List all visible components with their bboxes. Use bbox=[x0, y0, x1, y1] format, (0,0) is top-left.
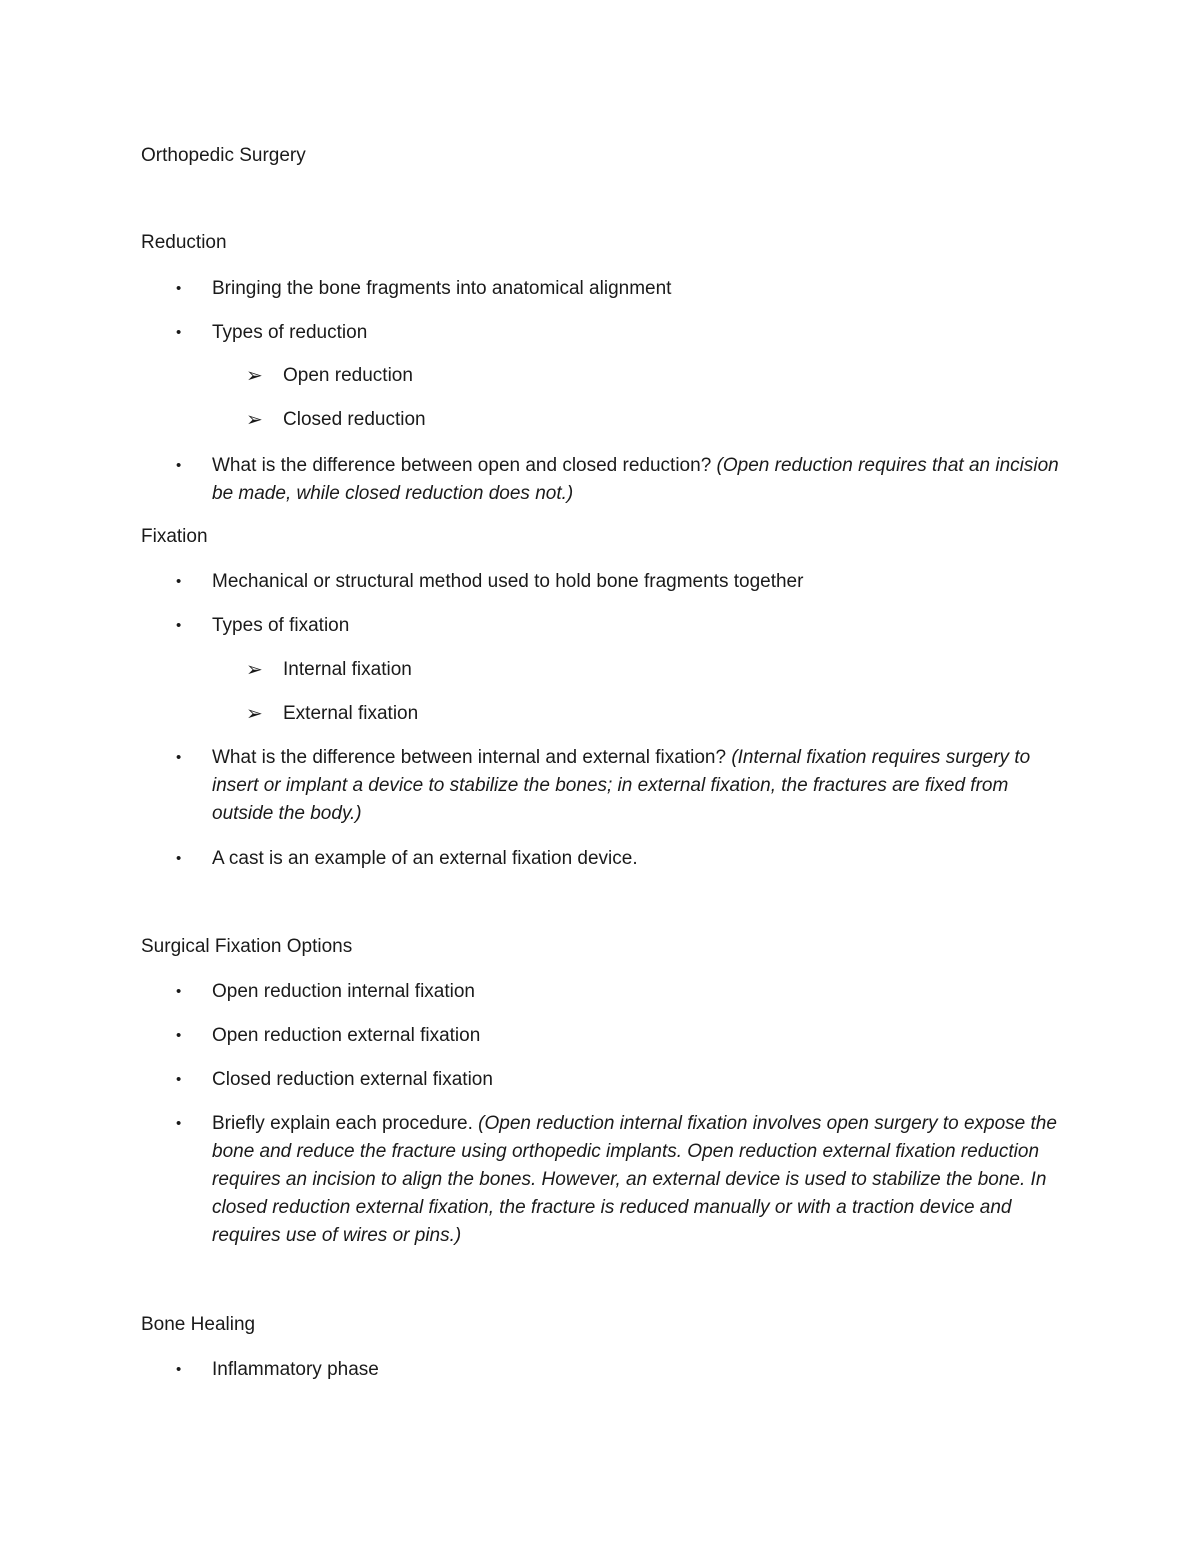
answer-text: (Internal fixation requires surgery to insert or implant a device to stabilize the bones; in external fixation, the fractures are fixed from outside the body.) bbox=[212, 747, 1031, 824]
arrow-bullet-icon: ➢ bbox=[246, 365, 263, 387]
section-heading-bone-healing: Bone Healing bbox=[141, 1314, 256, 1335]
sub-list-item: Closed reduction bbox=[283, 409, 426, 430]
list-item: Open reduction external fixation bbox=[212, 1025, 481, 1046]
section-heading-surgical-fixation: Surgical Fixation Options bbox=[141, 936, 353, 957]
sub-list-item: Open reduction bbox=[283, 365, 413, 386]
section-heading-reduction: Reduction bbox=[141, 232, 227, 253]
question-text: What is the difference between internal and external fixation? bbox=[212, 747, 727, 768]
arrow-bullet-icon: ➢ bbox=[246, 703, 263, 725]
list-item: Types of reduction bbox=[212, 322, 368, 343]
bullet-icon: • bbox=[176, 573, 182, 590]
list-item: Inflammatory phase bbox=[212, 1359, 379, 1380]
answer-text: (Open reduction requires that an incision be made, while closed reduction does not.) bbox=[212, 455, 1059, 504]
bullet-icon: • bbox=[176, 1115, 182, 1132]
bullet-icon: • bbox=[176, 983, 182, 1000]
bullet-icon: • bbox=[176, 1027, 182, 1044]
arrow-bullet-icon: ➢ bbox=[246, 659, 263, 681]
list-item: A cast is an example of an external fixation device. bbox=[212, 848, 638, 869]
sub-list-item: Internal fixation bbox=[283, 659, 412, 680]
list-item: Open reduction internal fixation bbox=[212, 981, 475, 1002]
sub-list-item: External fixation bbox=[283, 703, 419, 724]
bullet-icon: • bbox=[176, 1361, 182, 1378]
list-item-question bbox=[212, 744, 1072, 828]
bullet-icon: • bbox=[176, 324, 182, 341]
bullet-icon: • bbox=[176, 850, 182, 867]
list-item: Mechanical or structural method used to hold bone fragments together bbox=[212, 571, 804, 592]
question-text: What is the difference between open and closed reduction? bbox=[212, 455, 712, 476]
list-item-question bbox=[212, 452, 1072, 508]
bullet-icon: • bbox=[176, 1071, 182, 1088]
bullet-icon: • bbox=[176, 457, 182, 474]
question-text: Briefly explain each procedure. bbox=[212, 1113, 473, 1134]
answer-text: (Open reduction internal fixation involves open surgery to expose the bone and reduce the fracture using orthopedic implants. Open reduction external fixation reduction requires an incision to align the bones. However, an external device is used to stabilize the bone. In closed reduction external fixation, the fracture is reduced manually or with a traction device and requires use of wires or pins.) bbox=[212, 1113, 1057, 1246]
bullet-icon: • bbox=[176, 280, 182, 297]
document-title: Orthopedic Surgery bbox=[141, 145, 306, 166]
list-item-question bbox=[212, 1110, 1072, 1250]
section-heading-fixation: Fixation bbox=[141, 526, 208, 547]
arrow-bullet-icon: ➢ bbox=[246, 409, 263, 431]
bullet-icon: • bbox=[176, 617, 182, 634]
list-item: Types of fixation bbox=[212, 615, 350, 636]
list-item: Bringing the bone fragments into anatomical alignment bbox=[212, 278, 672, 299]
list-item: Closed reduction external fixation bbox=[212, 1069, 493, 1090]
bullet-icon: • bbox=[176, 749, 182, 766]
